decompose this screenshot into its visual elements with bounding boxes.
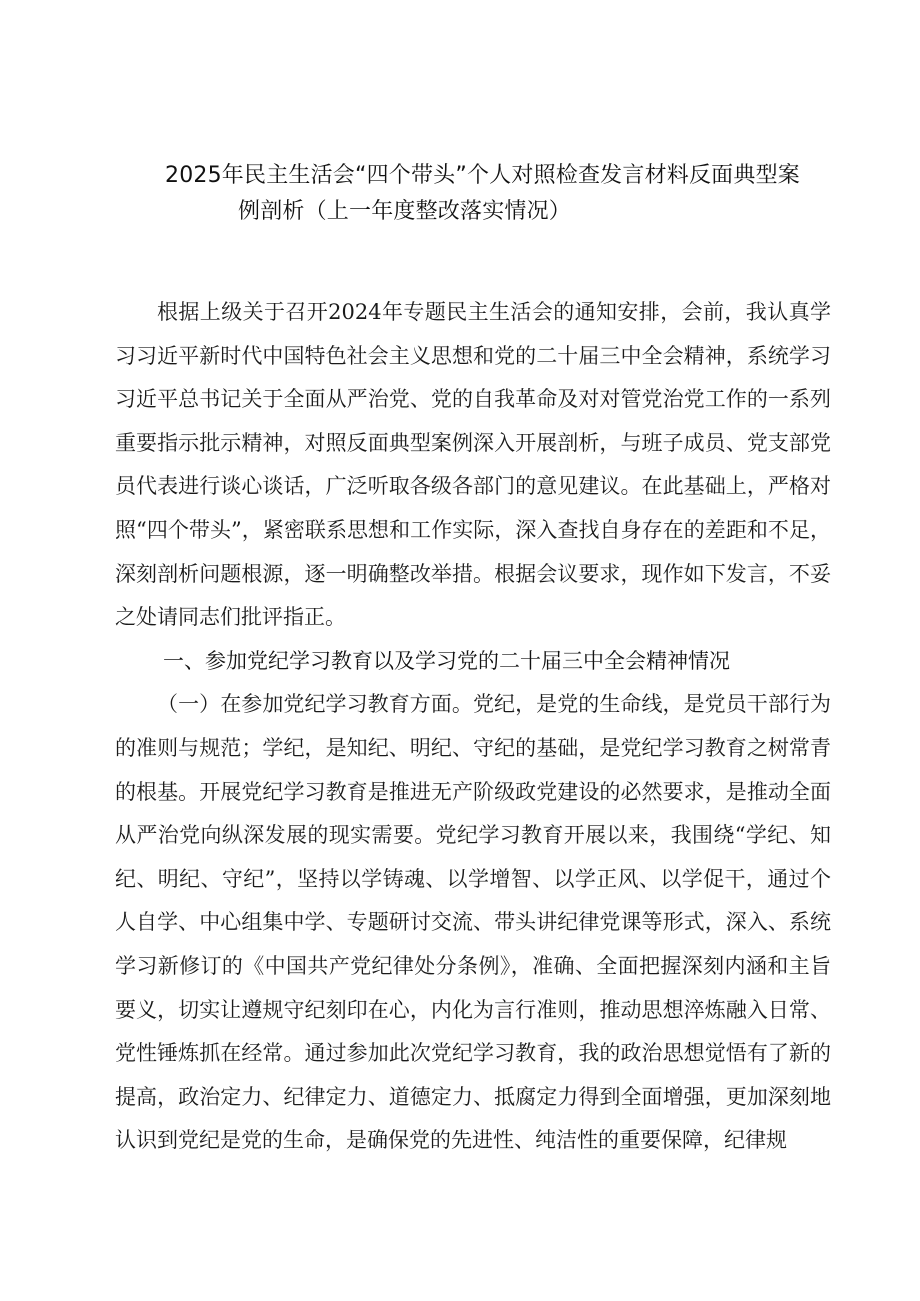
document-title xyxy=(165,158,855,230)
intro-paragraph: 根据上级关于召开2024年专题民主生活会的通知安排，会前，我认真学习习近平新时代中国特色社会主义思想和党的二十届三中全会精神，系统学习习近平总书记关于全面从严治党、党的自我革命及对对管党治党工作的一系列重要指示批示精神，对照反面典型案例深入开展剖析，与班子成员、党支部党员代表进行谈心谈话，广泛听取各级各部门的意见建议。在此基础上，严格对照“四个带头”，紧密联系思想和工作实际，深入查找自身存在的差距和不足，深刻剖析问题根源，逐一明确整改举措。根据会议要求，现作如下发言，不妥之处请同志们批评指正。 xyxy=(115,300,831,630)
document-body xyxy=(115,291,831,1163)
section-heading-1: 一、参加党纪学习教育以及学习党的二十届三中全会精神情况 xyxy=(163,648,730,673)
title-line-2: 例剖析（上一年度整改落实情况） xyxy=(238,199,572,224)
section-1-paragraph: （一）在参加党纪学习教育方面。党纪，是党的生命线，是党员干部行为的准则与规范；学纪，是知纪、明纪、守纪的基础，是党纪学习教育之树常青的根基。开展党纪学习教育是推进无产阶级政党建设的必然要求，是推动全面从严治党向纵深发展的现实需要。党纪学习教育开展以来，我围绕“学纪、知纪、明纪、守纪”，坚持以学铸魂、以学增智、以学正风、以学促干，通过个人自学、中心组集中学、专题研讨交流、带头讲纪律党课等形式，深入、系统学习新修订的《中国共产党纪律处分条例》，准确、全面把握深刻内涵和主旨要义，切实让遵规守纪刻印在心，内化为言行准则，推动思想淬炼融入日常、党性锤炼抓在经常。通过参加此次党纪学习教育，我的政治思想觉悟有了新的提高，政治定力、纪律定力、道德定力、抵腐定力得到全面增强，更加深刻地认识到党纪是党的生命，是确保党的先进性、纯洁性的重要保障，纪律规 xyxy=(115,692,831,1153)
title-line-1: 2025年民主生活会“四个带头”个人对照检查发言材料反面典型案 xyxy=(165,163,800,188)
